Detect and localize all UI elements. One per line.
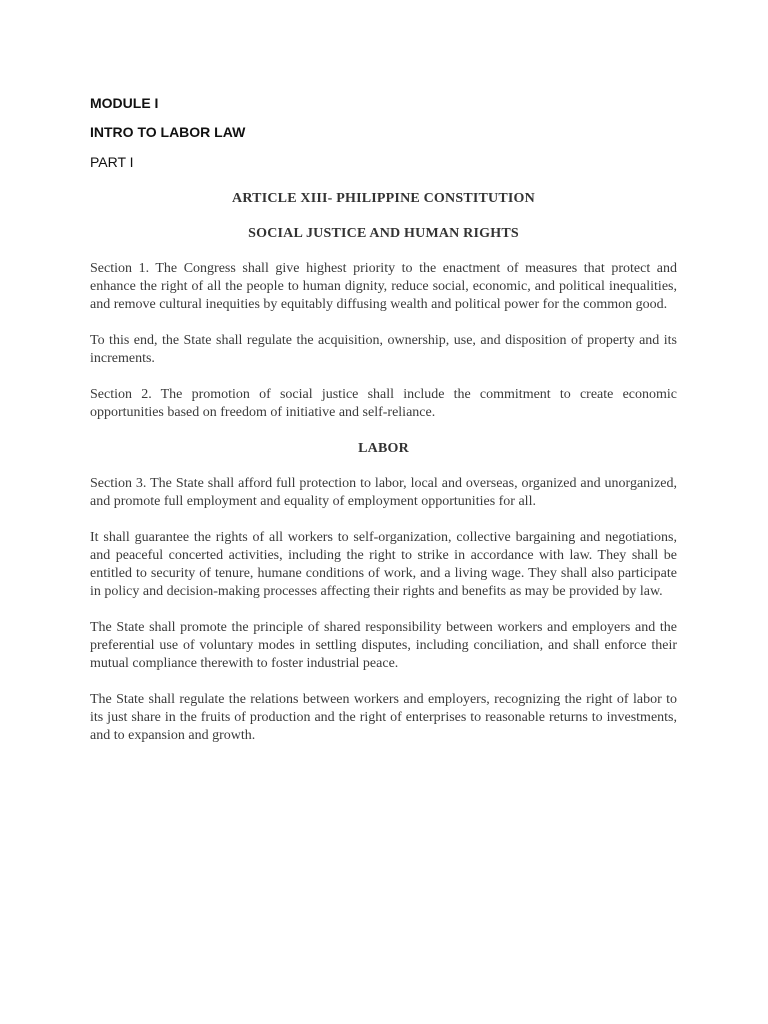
paragraph-regulate-relations: The State shall regulate the relations between workers and employers, recognizing the right of labor to its just share in the fruits of production and the right of enterprises to reasonable returns to investments, and to expansion and growth. <box>90 692 677 743</box>
paragraph-section-1: Section 1. The Congress shall give highest priority to the enactment of measures that protect and enhance the right of all the people to human dignity, reduce social, economic, and political inequalities, and remove cultural inequities by equitably diffusing wealth and political power for the common good. <box>90 261 677 312</box>
intro-heading: INTRO TO LABOR LAW <box>90 124 246 140</box>
paragraph-section-2: Section 2. The promotion of social justice shall include the commitment to create economic opportunities based on freedom of initiative and self-reliance. <box>90 387 677 420</box>
paragraph-property: To this end, the State shall regulate the acquisition, ownership, use, and disposition of property and its increments. <box>90 333 677 366</box>
module-heading: MODULE I <box>90 95 159 111</box>
article-title: ARTICLE XIII- PHILIPPINE CONSTITUTION <box>232 191 535 206</box>
document-body <box>90 190 677 763</box>
paragraph-shared-responsibility: The State shall promote the principle of shared responsibility between workers and employers and the preferential use of voluntary modes in settling disputes, including conciliation, and shall enforce their mutual compliance therewith to foster industrial peace. <box>90 620 677 671</box>
article-subtitle: SOCIAL JUSTICE AND HUMAN RIGHTS <box>248 226 519 241</box>
labor-heading: LABOR <box>358 441 409 456</box>
paragraph-workers-rights: It shall guarantee the rights of all workers to self-organization, collective bargaining and negotiations, and peaceful concerted activities, including the right to strike in accordance with law. They shall be entitled to security of tenure, humane conditions of work, and a living wage. They shall also participate in policy and decision-making processes affecting their rights and benefits as may be provided by law. <box>90 530 677 599</box>
part-heading: PART I <box>90 154 134 170</box>
paragraph-section-3: Section 3. The State shall afford full protection to labor, local and overseas, organized and unorganized, and promote full employment and equality of employment opportunities for all. <box>90 476 677 509</box>
